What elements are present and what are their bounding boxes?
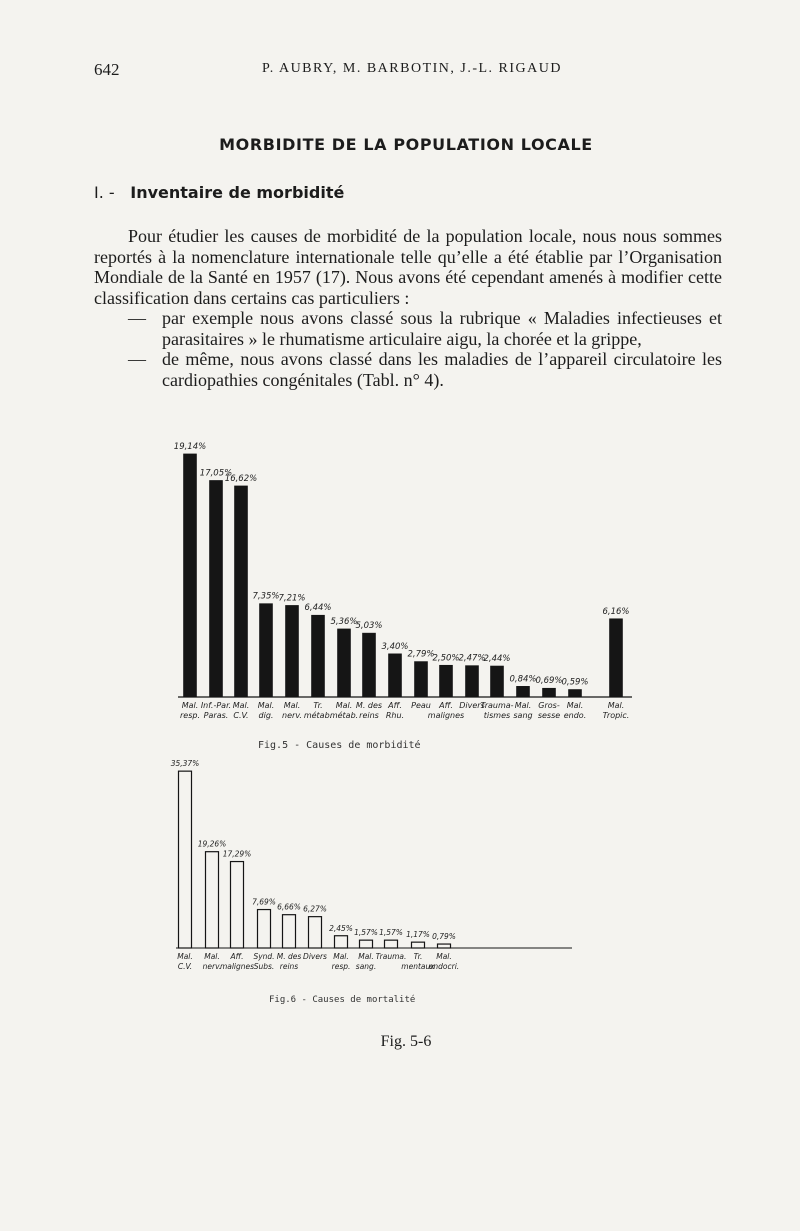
morbidity-bar <box>260 604 273 697</box>
morbidity-category-label: Inf.-Par. <box>200 701 232 710</box>
morbidity-bar <box>517 686 530 697</box>
mortality-category-label: Aff. <box>230 952 244 961</box>
morbidity-category-label: Mal. <box>283 701 301 710</box>
mortality-bar <box>206 852 219 948</box>
morbidity-data-label: 0,84% <box>509 674 537 685</box>
morbidity-data-label: 2,79% <box>407 649 435 660</box>
mortality-bar <box>360 940 373 948</box>
mortality-data-label: 35,37% <box>170 759 200 769</box>
authors-line: P. AUBRY, M. BARBOTIN, J.-L. RIGAUD <box>262 61 563 76</box>
morbidity-category-label: Aff. <box>388 701 402 710</box>
morbidity-category-label: nerv. <box>282 711 302 720</box>
morbidity-category-label: endo. <box>563 711 587 720</box>
mortality-data-label: 19,26% <box>197 839 227 849</box>
morbidity-data-label: 2,44% <box>483 654 511 665</box>
mortality-category-label: reins <box>279 962 299 971</box>
morbidity-category-label: Mal. <box>335 701 353 710</box>
morbidity-bar <box>338 629 351 697</box>
morbidity-category-label: Paras. <box>203 711 229 720</box>
morbidity-bar <box>543 688 556 697</box>
morbidity-category-label: sesse <box>537 711 561 720</box>
mortality-category-label: Tr. <box>413 952 423 961</box>
morbidity-category-label: malignes <box>427 711 465 720</box>
morbidity-data-label: 7,35% <box>252 591 280 602</box>
body-list <box>94 308 722 390</box>
mortality-bar <box>283 915 296 948</box>
morbidity-category-label: Trauma- <box>480 701 514 710</box>
mortality-bar <box>412 942 425 948</box>
subsection-heading <box>94 183 344 202</box>
morbidity-category-label: Tropic. <box>602 711 630 720</box>
morbidity-data-label: 0,59% <box>561 677 589 688</box>
mortality-data-label: 6,27% <box>303 904 327 914</box>
morbidity-bar <box>440 665 453 697</box>
morbidity-category-label: sang <box>513 711 533 720</box>
mortality-category-label: Mal. <box>333 952 349 961</box>
morbidity-data-label: 2,47% <box>458 653 486 664</box>
mortality-category-label: Synd. <box>253 952 275 961</box>
mortality-category-label: sang. <box>355 962 377 971</box>
mortality-category-label: resp. <box>331 962 351 971</box>
morbidity-category-label: Mal. <box>514 701 532 710</box>
morbidity-category-label: Divers <box>459 701 485 710</box>
morbidity-category-label: Mal. <box>257 701 275 710</box>
morbidity-category-label: reins <box>359 711 379 720</box>
mortality-bar <box>231 862 244 948</box>
mortality-category-label: malignes <box>219 962 255 971</box>
morbidity-data-label: 17,05% <box>199 468 233 479</box>
mortality-category-label: Subs. <box>253 962 275 971</box>
morbidity-category-label: Peau <box>411 701 431 710</box>
mortality-bar <box>385 940 398 948</box>
mortality-category-label: Mal. <box>436 952 452 961</box>
mortality-bar <box>258 910 271 948</box>
running-head <box>94 60 720 82</box>
morbidity-bar <box>389 654 402 697</box>
mortality-data-label: 1,57% <box>354 928 378 938</box>
mortality-data-label: 7,69% <box>252 897 276 907</box>
subsection-title: Inventaire de morbidité <box>130 183 345 202</box>
mortality-category-label: Mal. <box>358 952 374 961</box>
morbidity-category-label: tismes <box>483 711 511 720</box>
figure-label: Fig. 5-6 <box>380 1033 432 1050</box>
morbidity-category-label: Tr. <box>313 701 323 710</box>
mortality-category-label: nerv. <box>202 962 222 971</box>
morbidity-data-label: 7,21% <box>278 593 306 604</box>
morbidity-data-label: 6,16% <box>602 606 630 617</box>
morbidity-bar <box>286 605 299 697</box>
list-item <box>94 308 722 349</box>
morbidity-bar <box>466 666 479 697</box>
morbidity-data-label: 2,50% <box>432 653 460 664</box>
mortality-data-label: 1,57% <box>379 928 403 938</box>
morbidity-data-label: 19,14% <box>173 441 207 452</box>
mortality-category-label: Mal. <box>204 952 220 961</box>
morbidity-category-label: M. des <box>355 701 383 710</box>
list-dash: — <box>128 349 146 369</box>
morbidity-category-label: Mal. <box>566 701 584 710</box>
mortality-data-label: 6,66% <box>277 902 301 912</box>
morbidity-category-label: métab. <box>329 711 359 720</box>
morbidity-data-label: 0,69% <box>535 676 563 687</box>
morbidity-bar <box>569 690 582 697</box>
mortality-data-label: 0,79% <box>432 932 456 942</box>
morbidity-category-label: Gros- <box>538 701 560 710</box>
morbidity-category-label: métab. <box>303 711 333 720</box>
morbidity-data-label: 6,44% <box>304 603 332 614</box>
morbidity-category-label: resp. <box>180 711 200 720</box>
mortality-category-label: Divers <box>303 952 327 961</box>
body-paragraph: Pour étudier les causes de morbidité de la population locale, nous nous sommes reportés à la nomenclature internationale telle qu’elle a été établie par l’Organisation Mondiale de la Santé en 1957 (17). Nous avons été cependant amenés à modifier cette classification dans certains cas particuliers : <box>94 226 722 308</box>
list-item-text: par exemple nous avons classé sous la rubrique « Maladies infectieuses et parasitaires » le rhumatisme articulaire aigu, la chorée et la grippe, <box>162 308 722 349</box>
list-item-text: de même, nous avons classé dans les maladies de l’appareil circulatoire les cardiopathies congénitales (Tabl. n° 4). <box>162 349 722 390</box>
morbidity-data-label: 3,40% <box>381 641 409 652</box>
morbidity-category-label: Mal. <box>232 701 250 710</box>
list-dash: — <box>128 308 146 328</box>
morbidity-category-label: Rhu. <box>385 711 405 720</box>
subsection-number: I. - <box>94 183 115 202</box>
page-number: 642 <box>94 60 120 79</box>
morbidity-bar <box>184 454 197 697</box>
mortality-data-label: 1,17% <box>406 930 430 940</box>
morbidity-bar <box>415 662 428 697</box>
mortality-category-label: endocri. <box>428 962 460 971</box>
mortality-category-label: mentaux <box>401 962 435 971</box>
morbidity-category-label: dig. <box>258 711 274 720</box>
mortality-bar <box>309 917 322 948</box>
section-title: MORBIDITE DE LA POPULATION LOCALE <box>219 135 593 154</box>
morbidity-bar <box>210 480 223 697</box>
body-text <box>94 226 722 390</box>
mortality-category-label: Mal. <box>177 952 193 961</box>
mortality-category-label: Trauma. <box>375 952 407 961</box>
morbidity-category-label: Mal. <box>181 701 199 710</box>
mortality-caption: Fig.6 - Causes de mortalité <box>269 995 416 1005</box>
morbidity-category-label: C.V. <box>233 711 249 720</box>
morbidity-bar <box>363 633 376 697</box>
morbidity-data-label: 5,03% <box>355 621 383 632</box>
morbidity-bar <box>312 615 325 697</box>
morbidity-bar <box>610 619 623 697</box>
morbidity-caption: Fig.5 - Causes de morbidité <box>258 740 421 751</box>
mortality-category-label: M. des <box>276 952 302 961</box>
morbidity-data-label: 5,36% <box>330 616 358 627</box>
morbidity-data-label: 16,62% <box>224 473 258 484</box>
mortality-data-label: 17,29% <box>222 849 252 859</box>
list-item <box>94 349 722 390</box>
morbidity-category-label: Mal. <box>607 701 625 710</box>
mortality-data-label: 2,45% <box>329 923 353 933</box>
mortality-bar <box>179 771 192 948</box>
mortality-category-label: C.V. <box>177 962 193 971</box>
mortality-bar <box>438 944 451 948</box>
morbidity-bar <box>491 666 504 697</box>
morbidity-bar <box>235 486 248 697</box>
mortality-bar <box>335 936 348 948</box>
morbidity-category-label: Aff. <box>439 701 453 710</box>
